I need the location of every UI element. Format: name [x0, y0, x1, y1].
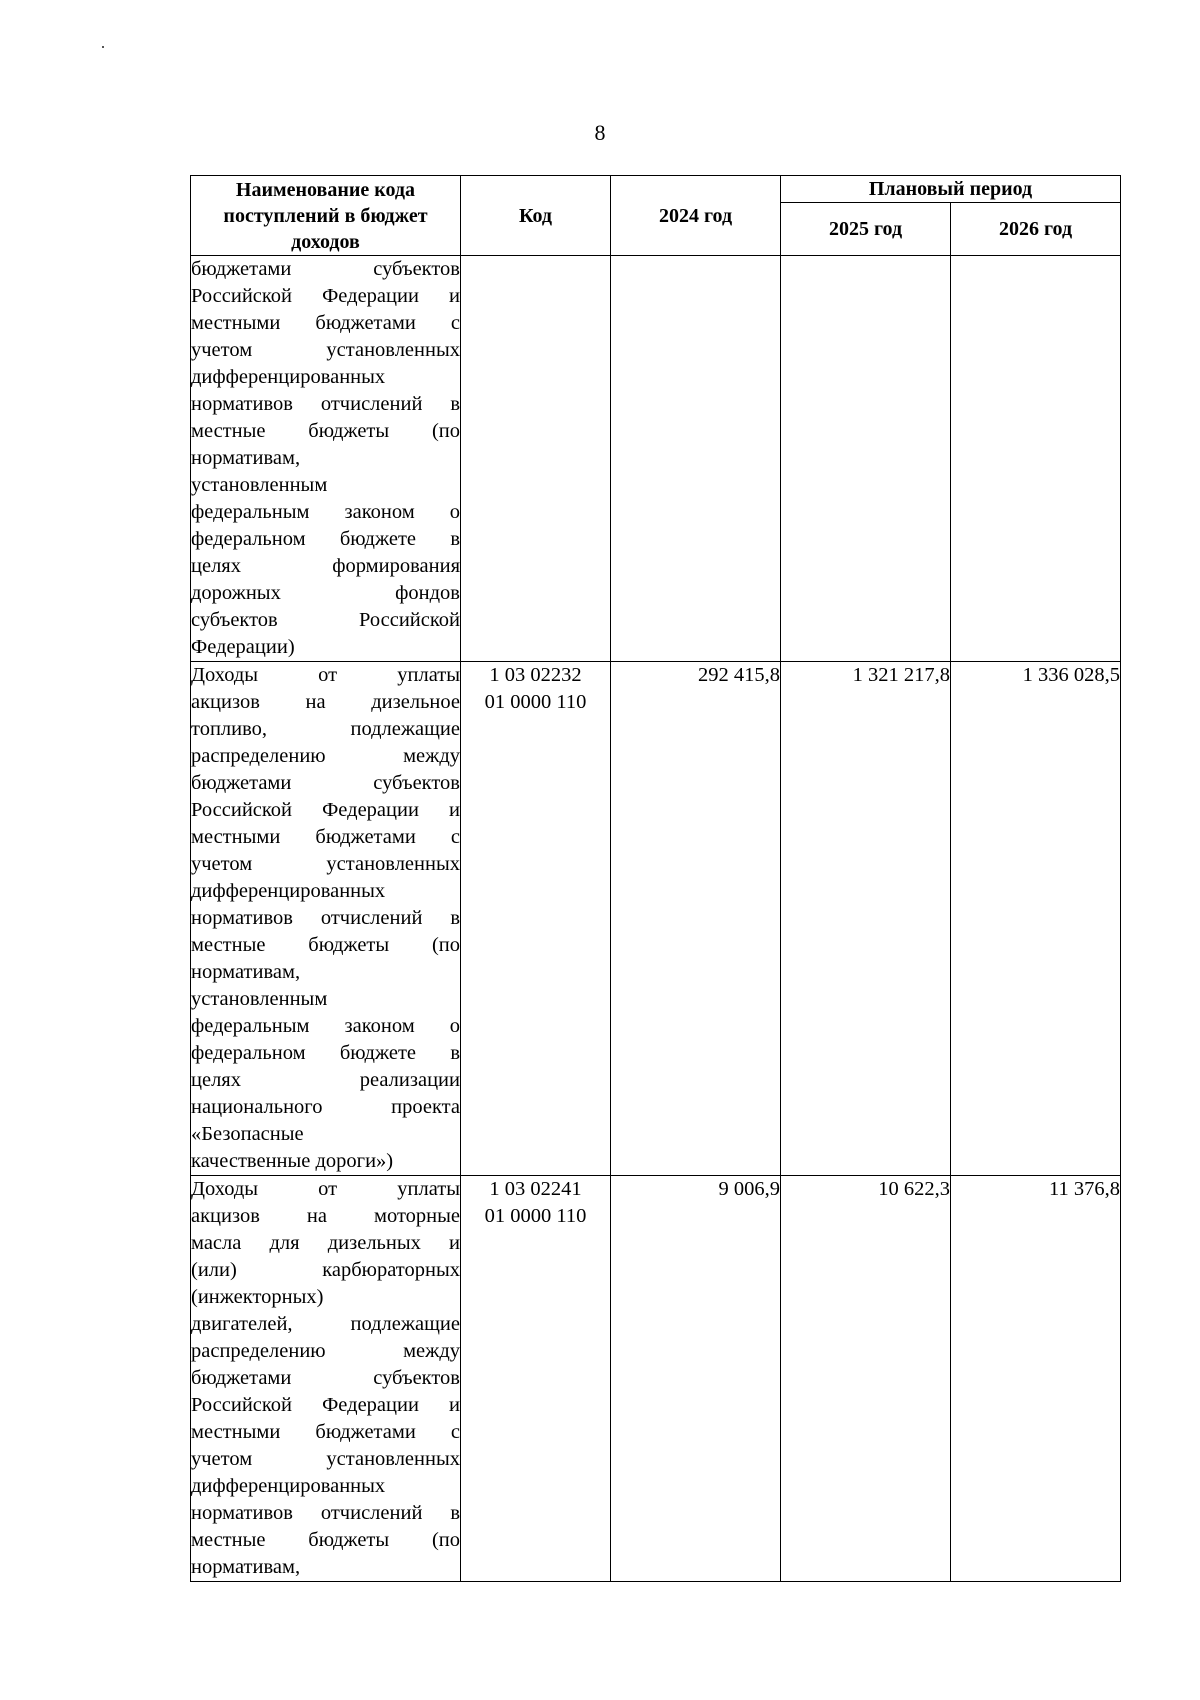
- name-line: (или) карбюраторных: [191, 1259, 460, 1281]
- name-line: Российской Федерации и: [191, 799, 460, 821]
- revenue-name-cell: [191, 662, 461, 1176]
- name-line: бюджетами субъектов: [191, 1367, 460, 1389]
- table-row: [191, 1176, 1121, 1582]
- table-row: [191, 662, 1121, 1176]
- name-line: установленным: [191, 474, 328, 496]
- code-line: 1 03 02232: [489, 664, 582, 686]
- revenue-name-cell: [191, 1176, 461, 1582]
- name-line: учетом установленных: [191, 339, 460, 361]
- name-line: местными бюджетами с: [191, 826, 460, 848]
- header-planned-period: Плановый период: [781, 176, 1121, 203]
- name-line: дифференцированных: [191, 366, 386, 388]
- name-line: «Безопасные: [191, 1123, 304, 1145]
- code-line: 1 03 02241: [489, 1178, 582, 1200]
- name-line: учетом установленных: [191, 1448, 460, 1470]
- name-line: местными бюджетами с: [191, 1421, 460, 1443]
- name-line: местными бюджетами с: [191, 312, 460, 334]
- name-line: нормативов отчислений в: [191, 393, 460, 415]
- name-line: дорожных фондов: [191, 582, 460, 604]
- name-line: бюджетами субъектов: [191, 258, 460, 280]
- value-2026-cell: 11 376,8: [951, 1176, 1121, 1582]
- name-line: (инжекторных): [191, 1286, 324, 1308]
- name-line: распределению между: [191, 1340, 460, 1362]
- name-line: акцизов на дизельное: [191, 691, 460, 713]
- name-line: субъектов Российской: [191, 609, 460, 631]
- name-line: нормативам,: [191, 1556, 301, 1578]
- revenue-code-cell: [461, 662, 611, 1176]
- name-line: местные бюджеты (по: [191, 934, 460, 956]
- name-line: местные бюджеты (по: [191, 420, 460, 442]
- value-2024-cell: [611, 256, 781, 662]
- code-line: 01 0000 110: [484, 691, 587, 713]
- name-line: Российской Федерации и: [191, 1394, 460, 1416]
- name-line: Доходы от уплаты: [191, 664, 460, 686]
- value-2025-cell: [781, 256, 951, 662]
- value-2025-cell: 1 321 217,8: [781, 662, 951, 1176]
- name-line: федеральном бюджете в: [191, 528, 460, 550]
- value-2024-cell: 292 415,8: [611, 662, 781, 1176]
- name-line: федеральном бюджете в: [191, 1042, 460, 1064]
- name-line: дифференцированных: [191, 1475, 386, 1497]
- name-line: Российской Федерации и: [191, 285, 460, 307]
- name-line: качественные дороги»): [191, 1150, 394, 1172]
- value-2026-cell: [951, 256, 1121, 662]
- name-line: акцизов на моторные: [191, 1205, 460, 1227]
- name-line: целях реализации: [191, 1069, 460, 1091]
- table-row: [191, 256, 1121, 662]
- name-line: Доходы от уплаты: [191, 1178, 460, 1200]
- code-line: 01 0000 110: [484, 1205, 587, 1227]
- scan-artifact-dot: [102, 46, 104, 48]
- name-line: топливо, подлежащие: [191, 718, 460, 740]
- name-line: дифференцированных: [191, 880, 386, 902]
- name-line: федеральным законом о: [191, 1015, 460, 1037]
- table-header: [191, 176, 1121, 256]
- header-code: Код: [461, 176, 611, 256]
- name-line: местные бюджеты (по: [191, 1529, 460, 1551]
- name-line: масла для дизельных и: [191, 1232, 460, 1254]
- header-2025: 2025 год: [781, 203, 951, 256]
- header-2024: 2024 год: [611, 176, 781, 256]
- revenue-code-cell: [461, 256, 611, 662]
- revenue-table: [190, 175, 1121, 1582]
- value-2026-cell: 1 336 028,5: [951, 662, 1121, 1176]
- name-line: учетом установленных: [191, 853, 460, 875]
- name-line: федеральным законом о: [191, 501, 460, 523]
- page-number: 8: [594, 120, 606, 145]
- name-line: нормативам,: [191, 961, 301, 983]
- revenue-code-cell: [461, 1176, 611, 1582]
- name-line: нормативов отчислений в: [191, 907, 460, 929]
- name-line: Федерации): [191, 636, 295, 658]
- name-line: национального проекта: [191, 1096, 460, 1118]
- name-line: двигателей, подлежащие: [191, 1313, 460, 1335]
- name-line: распределению между: [191, 745, 460, 767]
- name-line: бюджетами субъектов: [191, 772, 460, 794]
- value-2025-cell: 10 622,3: [781, 1176, 951, 1582]
- value-2024-cell: 9 006,9: [611, 1176, 781, 1582]
- name-line: целях формирования: [191, 555, 460, 577]
- table-body: [191, 256, 1121, 1582]
- name-line: установленным: [191, 988, 328, 1010]
- name-line: нормативам,: [191, 447, 301, 469]
- name-line: нормативов отчислений в: [191, 1502, 460, 1524]
- header-2026: 2026 год: [951, 203, 1121, 256]
- header-name: Наименование кода поступлений в бюджет доходов: [191, 176, 461, 256]
- revenue-name-cell: [191, 256, 461, 662]
